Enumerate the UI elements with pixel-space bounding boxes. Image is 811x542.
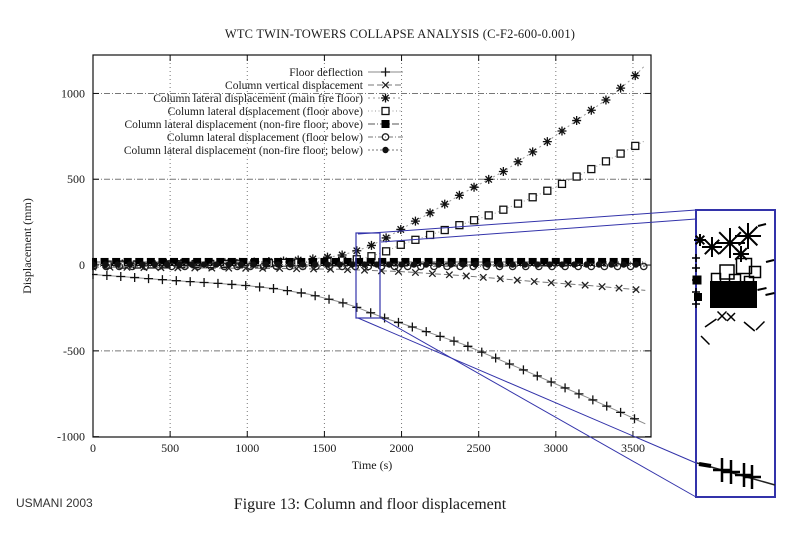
marker-plus (630, 414, 639, 423)
marker-star (484, 175, 493, 184)
x-tick-label: 3500 (620, 441, 645, 455)
marker-plus (561, 383, 570, 392)
marker-star (601, 95, 610, 104)
y-tick-label: 500 (67, 172, 85, 187)
marker-square-open (382, 108, 389, 115)
y-tick-label: -1000 (57, 429, 85, 444)
inset-marker-blob (710, 281, 757, 308)
marker-plus (602, 402, 611, 411)
marker-circle-filled (201, 261, 207, 267)
y-tick-label: -500 (63, 343, 85, 358)
series-plus (89, 270, 646, 424)
marker-plus (338, 298, 347, 307)
marker-circle-filled (250, 261, 256, 267)
legend-label: Column lateral displacement (non-fire floor; below) (123, 145, 363, 157)
marker-plus (463, 342, 472, 351)
marker-star (514, 157, 523, 166)
legend (124, 67, 403, 157)
inset-star-glyph (735, 223, 761, 249)
legend-entry (225, 80, 403, 92)
marker-circle-filled (497, 261, 503, 267)
marker-star (572, 116, 581, 125)
x-axis-title: Time (s) (351, 458, 393, 472)
marker-plus (505, 359, 514, 368)
marker-circle-filled (275, 261, 281, 267)
marker-circle-filled (226, 261, 232, 267)
legend-label: Column vertical displacement (225, 80, 363, 92)
marker-star (440, 200, 449, 209)
legend-entry (124, 119, 403, 131)
marker-plus (241, 281, 250, 290)
inset-star-glyph (694, 234, 706, 246)
marker-plus (297, 288, 306, 297)
marker-square-open (456, 222, 463, 229)
marker-star (396, 225, 405, 234)
marker-star (411, 217, 420, 226)
x-tick-label: 500 (161, 441, 180, 455)
zoom-connector-line (358, 210, 696, 234)
marker-star (426, 208, 435, 217)
marker-circle-filled (522, 261, 528, 267)
marker-plus (102, 271, 111, 280)
marker-circle-filled (176, 261, 182, 267)
marker-circle-filled (583, 261, 589, 267)
marker-plus (116, 272, 125, 281)
x-tick-label: 2500 (466, 441, 491, 455)
marker-square-open (544, 187, 551, 194)
marker-star (367, 241, 376, 250)
legend-label: Column lateral displacement (non-fire floor; above) (124, 119, 363, 131)
marker-circle-filled (423, 261, 429, 267)
x-tick-label: 0 (90, 441, 96, 455)
zoom-connector-line (381, 318, 696, 497)
marker-plus (186, 277, 195, 286)
marker-circle-filled (596, 261, 602, 267)
x-tick-label: 1500 (312, 441, 337, 455)
marker-circle-filled (337, 261, 343, 267)
marker-plus (213, 279, 222, 288)
marker-circle-filled (324, 261, 330, 267)
marker-plus (255, 283, 264, 292)
marker-square-open (588, 166, 595, 173)
marker-plus (283, 286, 292, 295)
marker-plus (227, 280, 236, 289)
x-tick-label: 1000 (235, 441, 260, 455)
legend-entry (124, 145, 403, 157)
figure-caption: Figure 13: Column and floor displacement (233, 496, 507, 513)
marker-circle-filled (189, 261, 195, 267)
marker-circle-filled (485, 261, 491, 267)
marker-star (381, 94, 390, 103)
marker-square-open (515, 200, 522, 207)
marker-circle-filled (300, 261, 306, 267)
inset-thick-dash (699, 464, 711, 466)
marker-circle-filled (382, 147, 388, 153)
marker-plus (616, 408, 625, 417)
marker-plus (436, 332, 445, 341)
legend-entry (289, 67, 403, 79)
marker-square-open (427, 231, 434, 238)
marker-square-open (471, 217, 478, 224)
marker-square-filled (382, 120, 390, 128)
inset-star-glyph (733, 246, 749, 262)
marker-circle-filled (448, 261, 454, 267)
x-tick-label: 2000 (389, 441, 414, 455)
marker-plus (574, 389, 583, 398)
marker-square-open (383, 248, 390, 255)
legend-label: Column lateral displacement (main fire floor) (153, 93, 363, 105)
marker-circle-filled (398, 261, 404, 267)
x-tick-label: 3000 (543, 441, 568, 455)
marker-circle-filled (349, 261, 355, 267)
marker-plus (352, 303, 361, 312)
marker-plus (325, 295, 334, 304)
marker-star (455, 191, 464, 200)
marker-plus (491, 354, 500, 363)
marker-square-open (397, 241, 404, 248)
marker-plus (144, 274, 153, 283)
marker-circle-filled (608, 261, 614, 267)
marker-circle-filled (472, 261, 478, 267)
zoom-connector-line (381, 219, 696, 242)
marker-circle-filled (152, 261, 158, 267)
inset-filled-square-glyph (694, 293, 702, 301)
marker-star (499, 167, 508, 176)
marker-square-open (500, 206, 507, 213)
marker-plus (158, 275, 167, 284)
marker-circle-filled (164, 261, 170, 267)
marker-circle-filled (633, 261, 639, 267)
marker-plus (533, 371, 542, 380)
marker-circle-filled (139, 261, 145, 267)
marker-square-open (485, 212, 492, 219)
marker-circle-filled (546, 261, 552, 267)
marker-plus (269, 284, 278, 293)
marker-plus (366, 308, 375, 317)
marker-square-open (632, 142, 639, 149)
marker-star (587, 106, 596, 115)
marker-circle-filled (386, 261, 392, 267)
marker-circle-filled (460, 261, 466, 267)
y-axis-title: Displacement (mm) (20, 198, 34, 294)
series-square-open (90, 141, 646, 269)
legend-label: Column lateral displacement (floor below) (166, 132, 363, 144)
marker-plus (547, 377, 556, 386)
marker-star (528, 147, 537, 156)
marker-star (631, 71, 640, 80)
marker-circle-filled (238, 261, 244, 267)
marker-plus (588, 395, 597, 404)
marker-square-open (573, 173, 580, 180)
y-tick-label: 0 (79, 258, 85, 273)
marker-circle-filled (374, 261, 380, 267)
marker-star (616, 84, 625, 93)
legend-entry (168, 106, 403, 118)
marker-circle-filled (102, 261, 108, 267)
marker-square-open (558, 180, 565, 187)
series-line (93, 275, 645, 424)
marker-star (352, 246, 361, 255)
legend-entry (153, 93, 403, 105)
legend-entry (167, 132, 403, 144)
marker-circle-filled (509, 261, 515, 267)
marker-circle-filled (114, 261, 120, 267)
marker-circle-filled (213, 261, 219, 267)
legend-label: Floor deflection (289, 67, 363, 79)
marker-star (543, 137, 552, 146)
marker-circle-filled (361, 261, 367, 267)
marker-plus (381, 68, 390, 77)
marker-plus (519, 365, 528, 374)
marker-square-open (617, 150, 624, 157)
marker-circle-filled (263, 261, 269, 267)
marker-circle-filled (127, 261, 133, 267)
marker-star (470, 183, 479, 192)
marker-plus (130, 273, 139, 282)
marker-plus (172, 276, 181, 285)
marker-circle-filled (571, 261, 577, 267)
marker-circle-filled (287, 261, 293, 267)
marker-circle-filled (312, 261, 318, 267)
marker-circle-filled (534, 261, 540, 267)
marker-square-open (602, 158, 609, 165)
y-tick-label: 1000 (61, 86, 85, 101)
marker-circle-filled (620, 261, 626, 267)
marker-circle-filled (411, 261, 417, 267)
marker-circle-filled (559, 261, 565, 267)
marker-square-open (529, 194, 536, 201)
chart-title: WTC TWIN-TOWERS COLLAPSE ANALYSIS (C-F2-600-0.001) (224, 27, 576, 41)
marker-plus (422, 327, 431, 336)
attribution-label: USMANI 2003 (16, 496, 93, 510)
marker-plus (200, 278, 209, 287)
marker-plus (311, 291, 320, 300)
marker-plus (449, 337, 458, 346)
marker-circle-filled (435, 261, 441, 267)
marker-star (557, 127, 566, 136)
series-line (93, 141, 645, 265)
marker-plus (408, 322, 417, 331)
legend-label: Column lateral displacement (floor above) (167, 106, 363, 118)
